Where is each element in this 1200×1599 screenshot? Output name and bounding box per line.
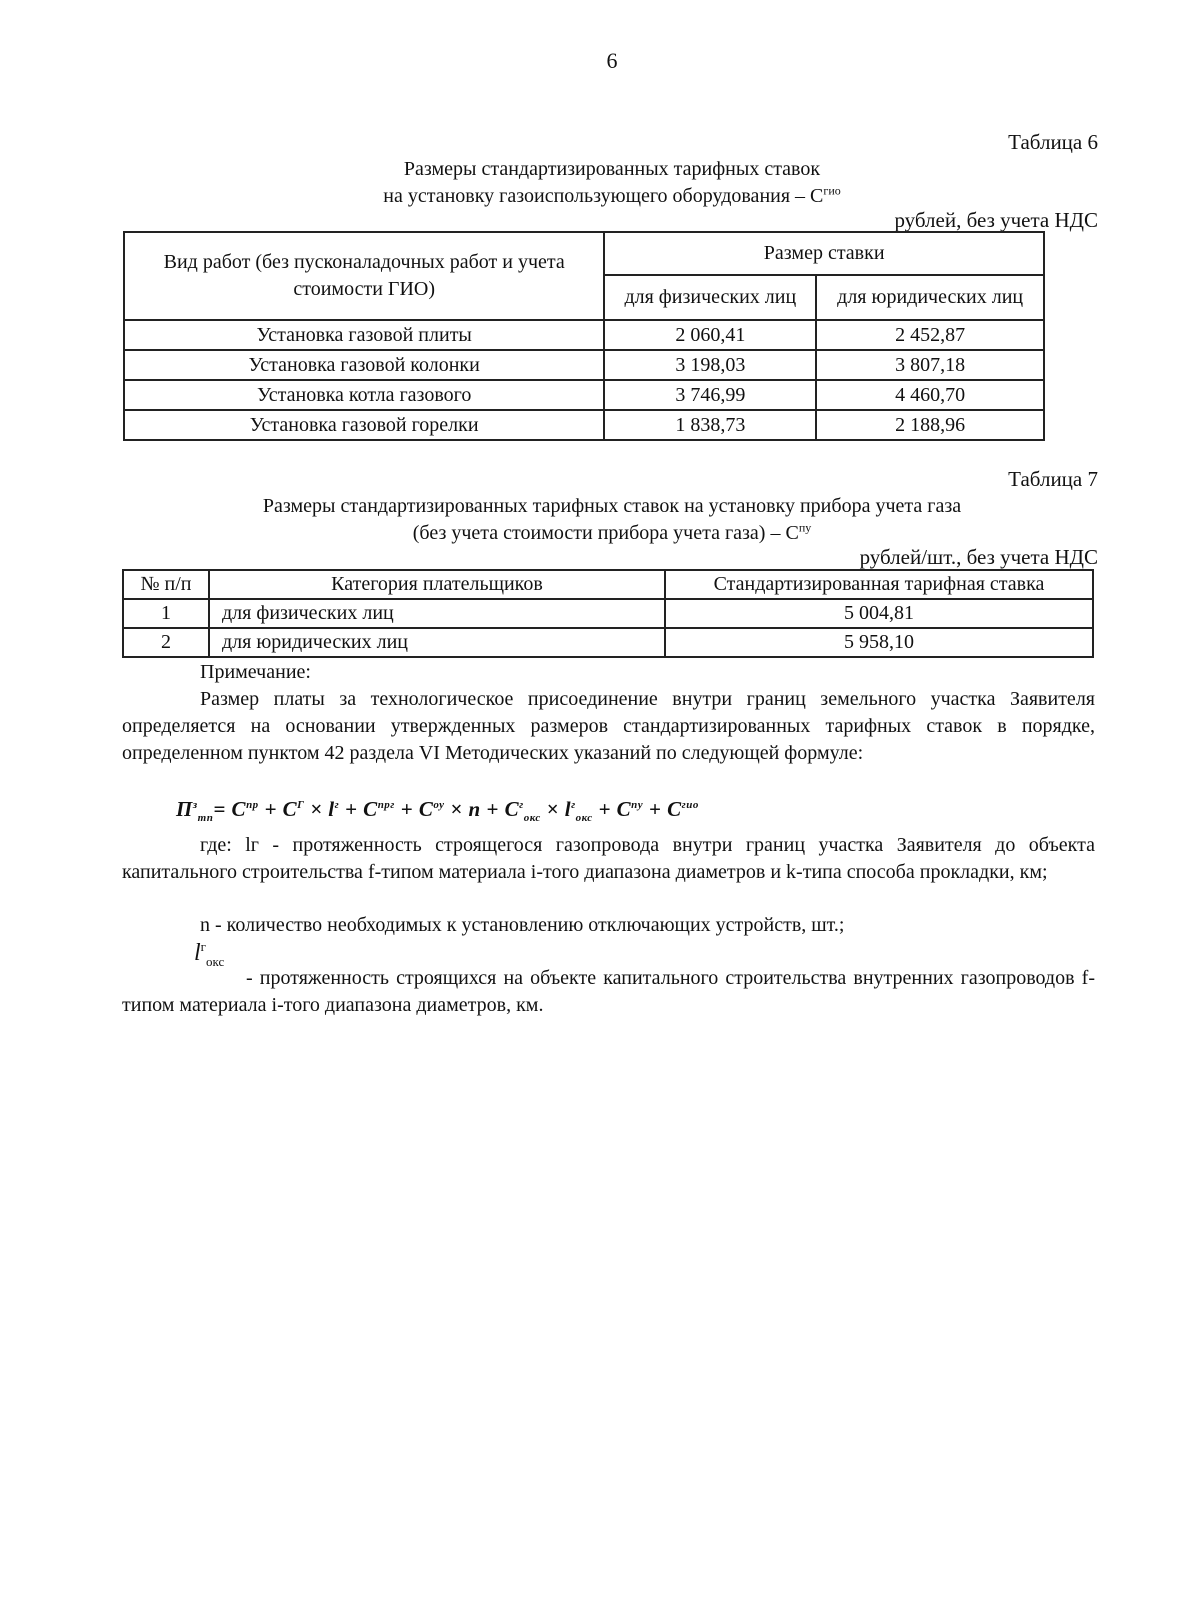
table6-work-type: Установка котла газового (124, 380, 604, 410)
fee-formula (176, 797, 699, 825)
formula-sup: пр (246, 799, 259, 811)
table7-label: Таблица 7 (1008, 467, 1098, 491)
formula-sup: гио (681, 799, 699, 811)
table6-title (0, 156, 1200, 210)
table-row (124, 380, 1044, 410)
table6-header-physical: для физических лиц (604, 275, 816, 320)
formula-lhs-sup: з (192, 799, 198, 811)
table6-title-sup: гио (823, 183, 841, 198)
table-row (124, 320, 1044, 350)
table7 (122, 569, 1094, 658)
formula-sup: пу (631, 799, 644, 811)
table6-label: Таблица 6 (1008, 130, 1098, 154)
definition-n: n - количество необходимых к установлению отключающих устройств, шт.; (200, 914, 845, 936)
formula-term: × n + С (444, 797, 520, 821)
table7-title-line2-text: (без учета стоимости прибора учета газа) – С (412, 522, 799, 544)
table6-title-line2-text: на установку газоиспользующего оборудования – С (383, 185, 824, 207)
lokc-letter: l (194, 940, 201, 966)
table7-row-number: 1 (123, 599, 209, 628)
table6-rate-legal: 2 188,96 (816, 410, 1044, 440)
table6-header-rate-group: Размер ставки (604, 232, 1044, 275)
table6-work-type: Установка газовой колонки (124, 350, 604, 380)
table-row (123, 628, 1093, 657)
table7-row-number: 2 (123, 628, 209, 657)
table6-header-legal: для юридических лиц (816, 275, 1044, 320)
table7-title-sup: пу (798, 520, 812, 535)
formula-term: + С (643, 797, 682, 821)
table7-category: для физических лиц (209, 599, 665, 628)
table-row (123, 599, 1093, 628)
formula-term: + С (339, 797, 378, 821)
table6-work-type: Установка газовой плиты (124, 320, 604, 350)
table7-header-category: Категория плательщиков (209, 570, 665, 599)
lokc-symbol (194, 940, 224, 967)
formula-sup: оу (433, 799, 445, 811)
table7-header-rate: Стандартизированная тарифная ставка (665, 570, 1093, 599)
formula-term: + С (258, 797, 298, 821)
formula-sup: прг (377, 799, 395, 811)
formula-sup: Г (297, 799, 305, 811)
table6-rate-physical: 2 060,41 (604, 320, 816, 350)
table7-title (0, 493, 1200, 547)
table-row (124, 350, 1044, 380)
table6-rate-legal: 4 460,70 (816, 380, 1044, 410)
formula-term: + С (592, 797, 632, 821)
formula-term: = С (213, 797, 247, 821)
note-heading: Примечание: (200, 661, 311, 683)
formula-lhs-sub: тп (197, 812, 214, 825)
formula-term: × l (540, 797, 572, 821)
lokc-sup: г (200, 939, 207, 954)
definition-l-gas: где: lг - протяженность строящегося газопровода внутри границ участка Заявителя до объекта капитального строительства f-типом материала i-того диапазона диаметров и k-типа способа прокладки, км; (122, 834, 1095, 883)
formula-lhs: П (176, 797, 193, 821)
formula-sup: г (519, 799, 524, 811)
table6-title-line2 (0, 183, 1200, 210)
table7-title-line2 (0, 520, 1200, 547)
table6 (123, 231, 1045, 441)
table6-rate-physical: 3 746,99 (604, 380, 816, 410)
formula-sup: г (334, 799, 340, 811)
table-row (124, 410, 1044, 440)
formula-sup: г (571, 799, 576, 811)
table6-rate-legal: 2 452,87 (816, 320, 1044, 350)
table7-units: рублей/шт., без учета НДС (859, 545, 1098, 569)
lokc-sub: окс (206, 953, 225, 969)
formula-term: × l (304, 797, 335, 821)
page-number: 6 (606, 48, 618, 73)
table6-title-line1: Размеры стандартизированных тарифных ставок (403, 158, 821, 180)
note-paragraph: Размер платы за технологическое присоединение внутри границ земельного участка Заявителя определяется на основании утвержденных размеров стандартизированных тарифных ставок в порядке, определенном пунктом 42 раздела VI Методических указаний по следующей формуле: (122, 688, 1095, 764)
formula-sub: окс (575, 812, 593, 825)
table7-header-number: № п/п (123, 570, 209, 599)
table7-rate: 5 004,81 (665, 599, 1093, 628)
table6-rate-legal: 3 807,18 (816, 350, 1044, 380)
table6-header-work-type: Вид работ (без пусконаладочных работ и учета стоимости ГИО) (124, 232, 604, 320)
definition-l-okc: - протяженность строящихся на объекте капитального строительства внутренних газопроводов f-типом материала i-того диапазона диаметров, км. (122, 967, 1095, 1016)
table6-rate-physical: 3 198,03 (604, 350, 816, 380)
table7-title-line1: Размеры стандартизированных тарифных ставок на установку прибора учета газа (262, 495, 962, 517)
formula-sub: окс (523, 812, 541, 825)
table6-work-type: Установка газовой горелки (124, 410, 604, 440)
table6-rate-physical: 1 838,73 (604, 410, 816, 440)
table7-rate: 5 958,10 (665, 628, 1093, 657)
formula-term: + С (394, 797, 434, 821)
table6-units: рублей, без учета НДС (894, 208, 1098, 232)
table7-category: для юридических лиц (209, 628, 665, 657)
